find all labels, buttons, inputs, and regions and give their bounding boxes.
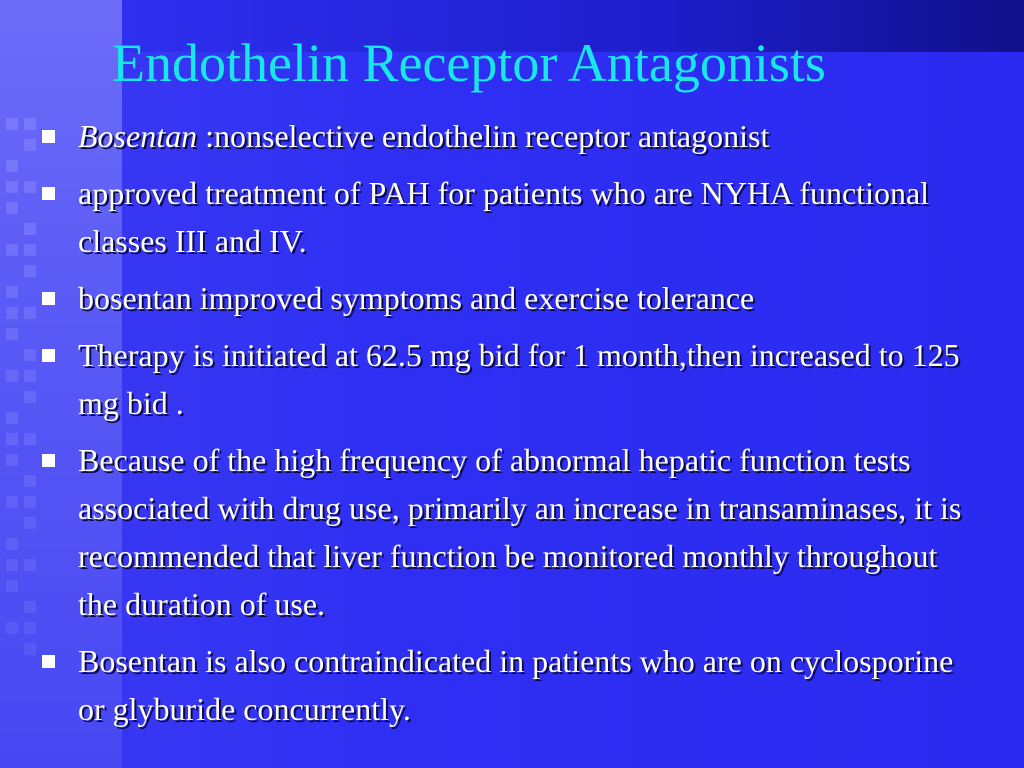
decorative-square — [6, 181, 18, 193]
decorative-square — [6, 580, 18, 592]
decorative-square — [24, 559, 36, 571]
decorative-square — [24, 496, 36, 508]
list-item — [42, 331, 972, 427]
decorative-square — [24, 370, 36, 382]
decorative-square — [24, 475, 36, 487]
decorative-square — [24, 265, 36, 277]
list-item — [42, 436, 972, 628]
decorative-square — [6, 496, 18, 508]
square-bullet-icon — [42, 349, 55, 362]
decorative-square — [24, 643, 36, 655]
bullet-text: approved treatment of PAH for patients who are NYHA functional classes III and IV. — [78, 175, 930, 259]
decorative-square — [24, 244, 36, 256]
decorative-square — [24, 223, 36, 235]
decorative-square — [6, 559, 18, 571]
decorative-square — [6, 286, 18, 298]
decorative-square — [6, 307, 18, 319]
decorative-square — [24, 139, 36, 151]
decorative-square-grid — [6, 118, 46, 658]
square-bullet-icon — [42, 454, 55, 467]
decorative-square — [24, 622, 36, 634]
decorative-square — [24, 601, 36, 613]
decorative-square — [24, 349, 36, 361]
decorative-square — [24, 307, 36, 319]
decorative-square — [24, 517, 36, 529]
decorative-square — [6, 433, 18, 445]
decorative-square — [24, 391, 36, 403]
bullet-text: bosentan improved symptoms and exercise tolerance — [78, 280, 755, 316]
decorative-square — [24, 181, 36, 193]
square-bullet-icon — [42, 292, 55, 305]
square-bullet-icon — [42, 187, 55, 200]
decorative-square — [6, 412, 18, 424]
list-item — [42, 112, 972, 160]
decorative-square — [6, 370, 18, 382]
decorative-square — [24, 433, 36, 445]
list-item — [42, 274, 972, 322]
decorative-square — [6, 538, 18, 550]
list-item — [42, 169, 972, 265]
square-bullet-icon — [42, 130, 55, 143]
decorative-square — [6, 622, 18, 634]
decorative-square — [6, 118, 18, 130]
decorative-square — [6, 202, 18, 214]
decorative-square — [24, 118, 36, 130]
square-bullet-icon — [42, 655, 55, 668]
decorative-square — [6, 160, 18, 172]
bullet-text: :nonselective endothelin receptor antagonist — [197, 118, 770, 154]
drug-name-emphasis: Bosentan — [78, 118, 198, 154]
bullet-text: Therapy is initiated at 62.5 mg bid for 1 month,then increased to 125 mg bid . — [78, 337, 960, 421]
slide-title: Endothelin Receptor Antagonists — [112, 33, 826, 93]
decorative-square — [6, 244, 18, 256]
bullet-text: Bosentan is also contraindicated in patients who are on cyclosporine or glyburide concurrently. — [78, 643, 954, 727]
bullet-text: Because of the high frequency of abnormal hepatic function tests associated with drug use, primarily an increase in transaminases, it is recommended that liver function be monitored monthly throughout the duration of use. — [78, 442, 962, 622]
list-item — [42, 637, 972, 733]
decorative-square — [6, 328, 18, 340]
decorative-square — [6, 454, 18, 466]
bullet-list — [42, 112, 972, 742]
